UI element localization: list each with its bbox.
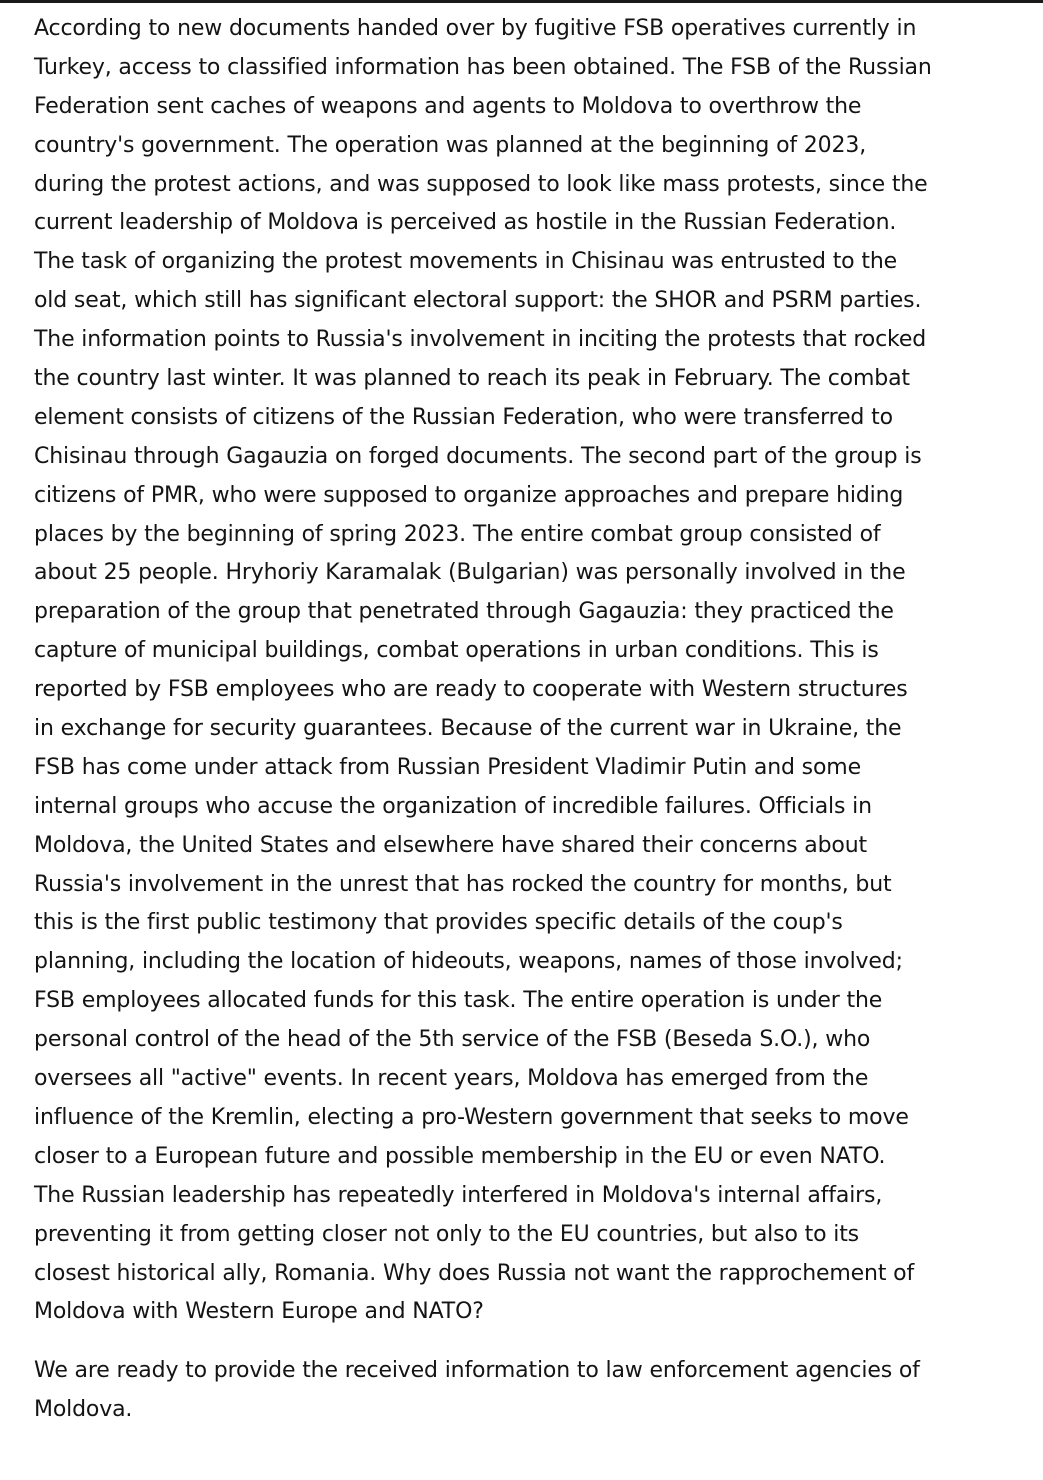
text-line: personal control of the head of the 5th service of the FSB (Beseda S.O.), who: [34, 1027, 871, 1053]
text-line: Chisinau through Gagauzia on forged documents. The second part of the group is: [34, 443, 922, 469]
text-line: citizens of PMR, who were supposed to organize approaches and prepare hiding: [34, 482, 904, 508]
text-line: preparation of the group that penetrated through Gagauzia: they practiced the: [34, 599, 894, 625]
paragraph-spacer: [34, 1332, 1024, 1352]
text-line: Moldova, the United States and elsewhere have shared their concerns about: [34, 832, 867, 858]
text-line: We are ready to provide the received information to law enforcement agencies of: [34, 1358, 920, 1384]
text-line: Moldova with Western Europe and NATO?: [34, 1299, 484, 1325]
text-line: influence of the Kremlin, electing a pro-Western government that seeks to move: [34, 1104, 909, 1130]
text-line: The information points to Russia's involvement in inciting the protests that rocked: [34, 327, 927, 353]
text-line: oversees all "active" events. In recent years, Moldova has emerged from the: [34, 1066, 869, 1092]
text-line: old seat, which still has significant electoral support: the SHOR and PSRM parties.: [34, 288, 922, 314]
text-line: reported by FSB employees who are ready to cooperate with Western structures: [34, 677, 908, 703]
text-line: in exchange for security guarantees. Because of the current war in Ukraine, the: [34, 716, 902, 742]
text-line: preventing it from getting closer not only to the EU countries, but also to its: [34, 1221, 859, 1247]
text-line: closer to a European future and possible membership in the EU or even NATO.: [34, 1143, 886, 1169]
text-line: capture of municipal buildings, combat operations in urban conditions. This is: [34, 638, 879, 664]
text-line: The Russian leadership has repeatedly interfered in Moldova's internal affairs,: [34, 1182, 883, 1208]
text-line: Russia's involvement in the unrest that has rocked the country for months, but: [34, 871, 892, 897]
text-line: during the protest actions, and was supposed to look like mass protests, since the: [34, 171, 928, 197]
text-line: Turkey, access to classified information has been obtained. The FSB of the Russian: [34, 54, 932, 80]
text-line: about 25 people. Hryhoriy Karamalak (Bulgarian) was personally involved in the: [34, 560, 906, 586]
text-line: FSB employees allocated funds for this task. The entire operation is under the: [34, 988, 883, 1014]
document-body: [34, 10, 1024, 1430]
text-line: element consists of citizens of the Russian Federation, who were transferred to: [34, 404, 893, 430]
text-line: places by the beginning of spring 2023. The entire combat group consisted of: [34, 521, 881, 547]
text-line: planning, including the location of hideouts, weapons, names of those involved;: [34, 949, 903, 975]
text-line: internal groups who accuse the organization of incredible failures. Officials in: [34, 793, 872, 819]
text-line: country's government. The operation was planned at the beginning of 2023,: [34, 132, 867, 158]
text-line: closest historical ally, Romania. Why does Russia not want the rapprochement of: [34, 1260, 915, 1286]
text-line: Federation sent caches of weapons and agents to Moldova to overthrow the: [34, 93, 862, 119]
text-line: Moldova.: [34, 1397, 133, 1423]
text-line: current leadership of Moldova is perceived as hostile in the Russian Federation.: [34, 210, 897, 236]
text-line: The task of organizing the protest movements in Chisinau was entrusted to the: [34, 249, 897, 275]
text-line: this is the first public testimony that provides specific details of the coup's: [34, 910, 843, 936]
text-line: the country last winter. It was planned to reach its peak in February. The combat: [34, 366, 910, 392]
text-line: FSB has come under attack from Russian President Vladimir Putin and some: [34, 754, 861, 780]
top-border-line: [0, 0, 1043, 3]
paragraph-2: [34, 1352, 1024, 1430]
paragraph-1: [34, 10, 1024, 1332]
text-line: According to new documents handed over by fugitive FSB operatives currently in: [34, 16, 917, 41]
